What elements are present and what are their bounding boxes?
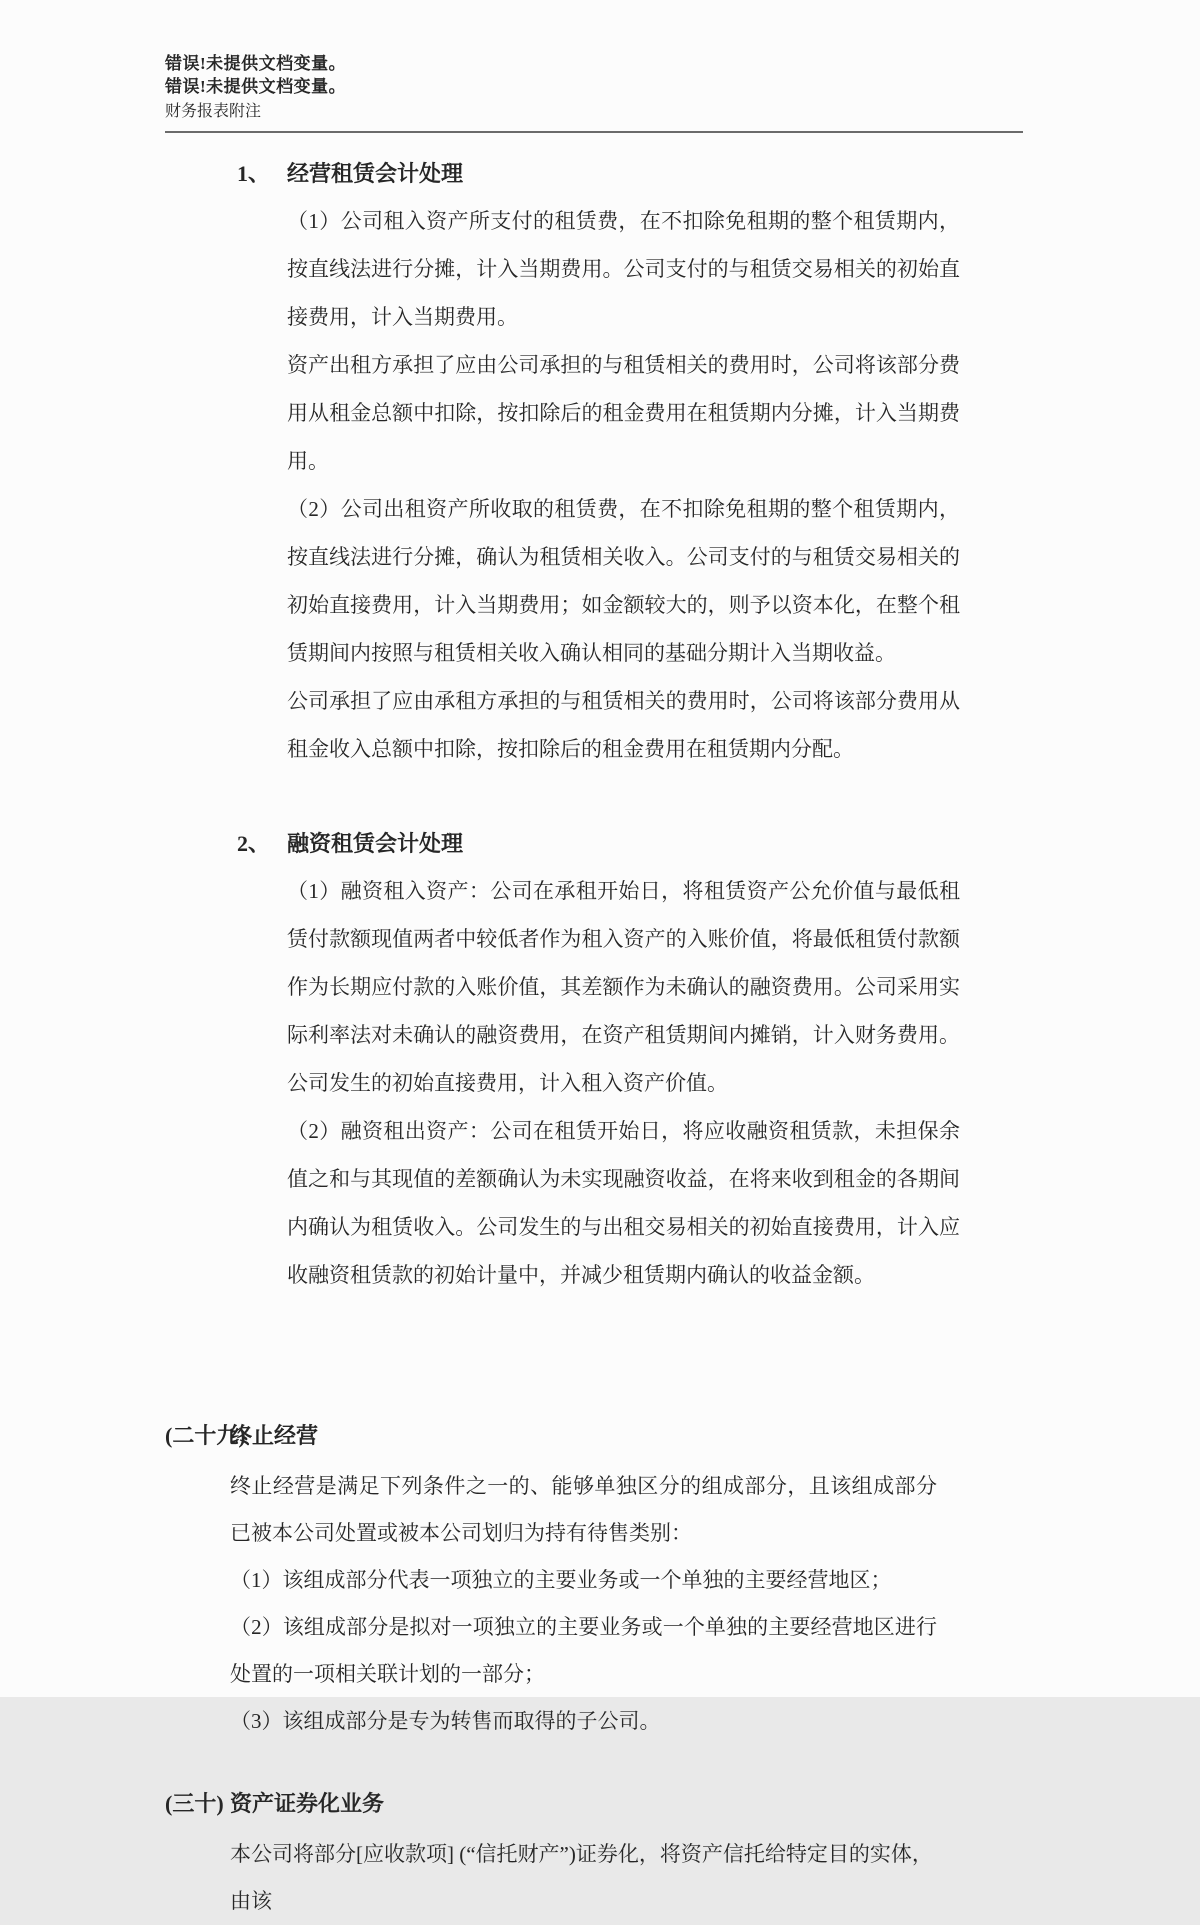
asset-securitization-paragraph-1: 本公司将部分[应收款项] (“信托财产”)证券化，将资产信托给特定目的实体，由该 (230, 1842, 933, 1913)
section-discontinued-operations-title: 终止经营 (230, 1423, 319, 1448)
section-asset-securitization-title: 资产证券化业务 (230, 1791, 385, 1816)
section-discontinued-operations-label: (二十九) (165, 1423, 246, 1448)
discontinued-operations-item-2: （2）该组成部分是拟对一项独立的主要业务或一个单独的主要经营地区进行处置的一项相关联计划的一部分； (230, 1615, 937, 1686)
header-error-line-1: 错误!未提供文档变量。 (165, 54, 347, 73)
section-asset-securitization (165, 1789, 1200, 1925)
section-finance-lease-heading (237, 829, 960, 859)
section-asset-securitization-heading (165, 1789, 1200, 1819)
header-rule (165, 131, 1023, 133)
operating-lease-paragraph-3: （2）公司出租资产所收取的租赁费，在不扣除免租期的整个租赁期内，按直线法进行分摊，确认为租赁相关收入。公司支付的与租赁交易相关的初始直接费用，计入当期费用；如金额较大的，则予以资本化，在整个租赁期间内按照与租赁相关收入确认相同的基础分期计入当期收益。 (287, 497, 960, 665)
section-operating-lease-title: 经营租赁会计处理 (287, 161, 464, 186)
operating-lease-paragraph-4: 公司承担了应由承租方承担的与租赁相关的费用时，公司将该部分费用从租金收入总额中扣除，按扣除后的租金费用在租赁期内分配。 (287, 689, 960, 761)
operating-lease-paragraph-2: 资产出租方承担了应由公司承担的与租赁相关的费用时，公司将该部分费用从租金总额中扣除，按扣除后的租金费用在租赁期内分摊，计入当期费用。 (287, 353, 960, 473)
discontinued-operations-item-1: （1）该组成部分代表一项独立的主要业务或一个单独的主要经营地区； (230, 1568, 892, 1592)
section-finance-lease (237, 829, 960, 1299)
finance-lease-paragraph-1: （1）融资租入资产：公司在承租开始日，将租赁资产公允价值与最低租赁付款额现值两者中较低者作为租入资产的入账价值，将最低租赁付款额作为长期应付款的入账价值，其差额作为未确认的融资费用。公司采用实际利率法对未确认的融资费用，在资产租赁期间内摊销，计入财务费用。公司发生的初始直接费用，计入租入资产价值。 (287, 879, 960, 1095)
section-discontinued-operations-heading (165, 1421, 1200, 1451)
section-asset-securitization-label: (三十) (165, 1791, 224, 1816)
section-finance-lease-number: 2、 (237, 831, 271, 856)
operating-lease-paragraph-1: （1）公司租入资产所支付的租赁费，在不扣除免租期的整个租赁期内，按直线法进行分摊，计入当期费用。公司支付的与租赁交易相关的初始直接费用，计入当期费用。 (287, 209, 960, 329)
section-finance-lease-title: 融资租赁会计处理 (287, 831, 464, 856)
discontinued-operations-paragraph-1: 终止经营是满足下列条件之一的、能够单独区分的组成部分，且该组成部分已被本公司处置或被本公司划归为持有待售类别： (230, 1474, 937, 1545)
section-operating-lease-heading (237, 159, 960, 189)
section-operating-lease-number: 1、 (237, 161, 271, 186)
section-discontinued-operations (165, 1421, 1200, 1745)
section-operating-lease (237, 159, 960, 773)
discontinued-operations-item-3: （3）该组成部分是专为转售而取得的子公司。 (230, 1709, 661, 1733)
page-header (0, 0, 1200, 133)
finance-lease-paragraph-2: （2）融资租出资产：公司在租赁开始日，将应收融资租赁款，未担保余值之和与其现值的差额确认为未实现融资收益，在将来收到租金的各期间内确认为租赁收入。公司发生的与出租交易相关的初始直接费用，计入应收融资租赁款的初始计量中，并减少租赁期内确认的收益金额。 (287, 1119, 960, 1287)
header-doc-title: 财务报表附注 (165, 103, 262, 120)
header-error-line-2: 错误!未提供文档变量。 (165, 77, 347, 96)
